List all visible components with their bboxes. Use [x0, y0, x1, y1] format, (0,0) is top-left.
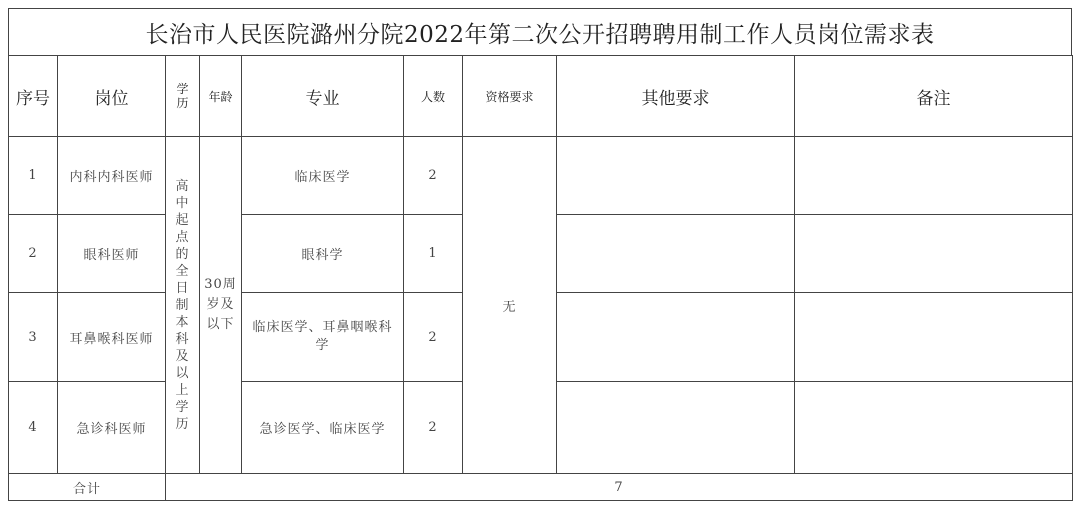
cell-major: 临床医学、耳鼻咽喉科学: [242, 293, 404, 382]
cell-count: 2: [404, 382, 463, 474]
header-age: 年龄: [200, 56, 242, 137]
cell-age: 30周岁及以下: [200, 137, 242, 474]
cell-post: 内科内科医师: [58, 137, 166, 215]
cell-major: 临床医学: [242, 137, 404, 215]
total-label: 合计: [9, 474, 166, 501]
cell-other: [557, 215, 795, 293]
cell-post: 急诊科医师: [58, 382, 166, 474]
header-seq: 序号: [9, 56, 58, 137]
cell-count: 2: [404, 137, 463, 215]
cell-seq: 4: [9, 382, 58, 474]
total-row: [9, 474, 1073, 501]
cell-other: [557, 382, 795, 474]
cell-major: 急诊医学、临床医学: [242, 382, 404, 474]
cell-other: [557, 137, 795, 215]
total-value: 7: [166, 474, 1073, 501]
header-other: 其他要求: [557, 56, 795, 137]
cell-post: 眼科医师: [58, 215, 166, 293]
header-education: 学历: [166, 56, 200, 137]
cell-major: 眼科学: [242, 215, 404, 293]
table-row: [9, 137, 1073, 215]
header-remarks: 备注: [795, 56, 1073, 137]
cell-count: 2: [404, 293, 463, 382]
requirements-table: [8, 55, 1073, 501]
cell-qualification: 无: [463, 137, 557, 474]
header-post: 岗位: [58, 56, 166, 137]
cell-seq: 1: [9, 137, 58, 215]
cell-education: 高中起点的全日制本科及以上学历: [166, 137, 200, 474]
cell-seq: 2: [9, 215, 58, 293]
cell-post: 耳鼻喉科医师: [58, 293, 166, 382]
cell-remarks: [795, 293, 1073, 382]
recruitment-sheet: [8, 8, 1072, 505]
cell-other: [557, 293, 795, 382]
page-title: 长治市人民医院潞州分院2022年第二次公开招聘聘用制工作人员岗位需求表: [8, 8, 1072, 55]
header-qualification: 资格要求: [463, 56, 557, 137]
header-major: 专业: [242, 56, 404, 137]
header-count: 人数: [404, 56, 463, 137]
cell-seq: 3: [9, 293, 58, 382]
cell-count: 1: [404, 215, 463, 293]
cell-remarks: [795, 137, 1073, 215]
header-row: [9, 56, 1073, 137]
cell-remarks: [795, 382, 1073, 474]
cell-remarks: [795, 215, 1073, 293]
